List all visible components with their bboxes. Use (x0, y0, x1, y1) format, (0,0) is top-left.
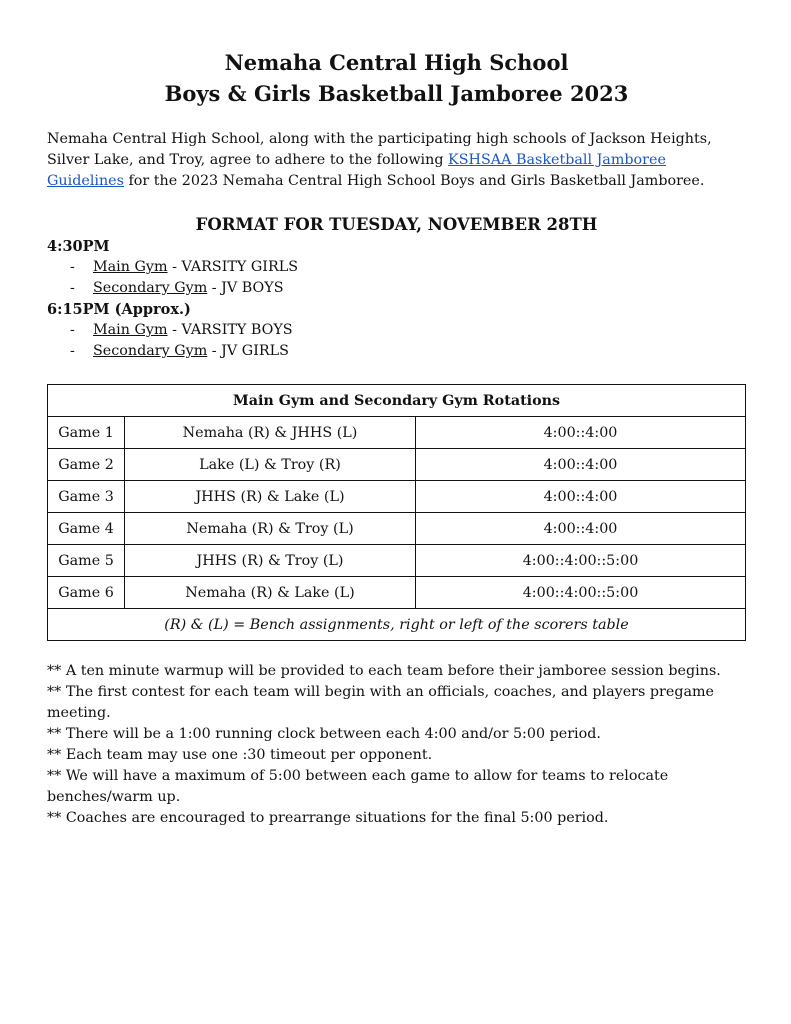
slot-item (47, 257, 746, 278)
game-cell: Game 5 (48, 545, 125, 577)
note-line: ** Each team may use one :30 timeout per opponent. (47, 747, 433, 763)
slot-list (47, 257, 746, 299)
dash-bullet: - (70, 322, 75, 338)
dash-bullet: - (70, 343, 75, 359)
teams-cell: Nemaha (R) & Lake (L) (125, 577, 416, 609)
title-line-1: Nemaha Central High School (224, 50, 569, 75)
game-cell: Game 1 (48, 417, 125, 449)
table-footnote-row (48, 609, 746, 641)
table-row (48, 577, 746, 609)
slot-detail: - VARSITY GIRLS (167, 259, 298, 275)
periods-cell: 4:00::4:00 (416, 417, 746, 449)
kshsaa-guidelines-link[interactable]: KSHSAA Basketball Jamboree Guidelines (47, 152, 666, 189)
bench-assignment-note: (R) & (L) = Bench assignments, right or left of the scorers table (48, 609, 746, 641)
notes-list (47, 661, 746, 829)
intro-text-end: for the 2023 Nemaha Central High School Boys and Girls Basketball Jamboree. (123, 173, 705, 189)
teams-cell: Nemaha (R) & JHHS (L) (125, 417, 416, 449)
gym-name: Main Gym (93, 322, 168, 338)
slot-item (47, 278, 746, 299)
slot-list (47, 320, 746, 362)
intro-paragraph (47, 129, 746, 192)
format-slot (47, 299, 746, 362)
intro-text-start: Nemaha Central High School, along with the participating high schools of Jackson Heights, Silver Lake, and Troy, agree to adhere to the following (47, 131, 712, 168)
table-row (48, 481, 746, 513)
rotations-title: Main Gym and Secondary Gym Rotations (48, 385, 746, 417)
periods-cell: 4:00::4:00::5:00 (416, 545, 746, 577)
slot-time: 4:30PM (47, 238, 110, 255)
title-line-2: Boys & Girls Basketball Jamboree 2023 (164, 81, 629, 106)
slot-detail: - VARSITY BOYS (167, 322, 293, 338)
slot-item (47, 341, 746, 362)
dash-bullet: - (70, 259, 75, 275)
table-row (48, 513, 746, 545)
periods-cell: 4:00::4:00 (416, 481, 746, 513)
note-line: ** Coaches are encouraged to prearrange situations for the final 5:00 period. (47, 810, 609, 826)
dash-bullet: - (70, 280, 75, 296)
table-row (48, 417, 746, 449)
periods-cell: 4:00::4:00::5:00 (416, 577, 746, 609)
game-cell: Game 2 (48, 449, 125, 481)
gym-name: Secondary Gym (93, 343, 208, 359)
document-page (47, 47, 746, 829)
game-cell: Game 4 (48, 513, 125, 545)
gym-name: Main Gym (93, 259, 168, 275)
periods-cell: 4:00::4:00 (416, 449, 746, 481)
format-slot (47, 236, 746, 299)
slot-time: 6:15PM (Approx.) (47, 301, 191, 318)
teams-cell: JHHS (R) & Lake (L) (125, 481, 416, 513)
table-header-row (48, 385, 746, 417)
game-cell: Game 6 (48, 577, 125, 609)
slot-detail: - JV BOYS (207, 280, 284, 296)
note-line: ** We will have a maximum of 5:00 between each game to allow for teams to relocate benches/warm up. (47, 768, 669, 805)
teams-cell: Lake (L) & Troy (R) (125, 449, 416, 481)
periods-cell: 4:00::4:00 (416, 513, 746, 545)
document-title (47, 47, 746, 109)
game-cell: Game 3 (48, 481, 125, 513)
slot-detail: - JV GIRLS (207, 343, 289, 359)
teams-cell: JHHS (R) & Troy (L) (125, 545, 416, 577)
teams-cell: Nemaha (R) & Troy (L) (125, 513, 416, 545)
table-row (48, 545, 746, 577)
gym-name: Secondary Gym (93, 280, 208, 296)
slot-item (47, 320, 746, 341)
note-line: ** A ten minute warmup will be provided to each team before their jamboree session begins. (47, 663, 721, 679)
format-heading: FORMAT FOR TUESDAY, NOVEMBER 28TH (195, 215, 598, 234)
table-row (48, 449, 746, 481)
note-line: ** The first contest for each team will begin with an officials, coaches, and players pregame meeting. (47, 684, 715, 721)
note-line: ** There will be a 1:00 running clock between each 4:00 and/or 5:00 period. (47, 726, 601, 742)
rotations-table (47, 384, 746, 641)
